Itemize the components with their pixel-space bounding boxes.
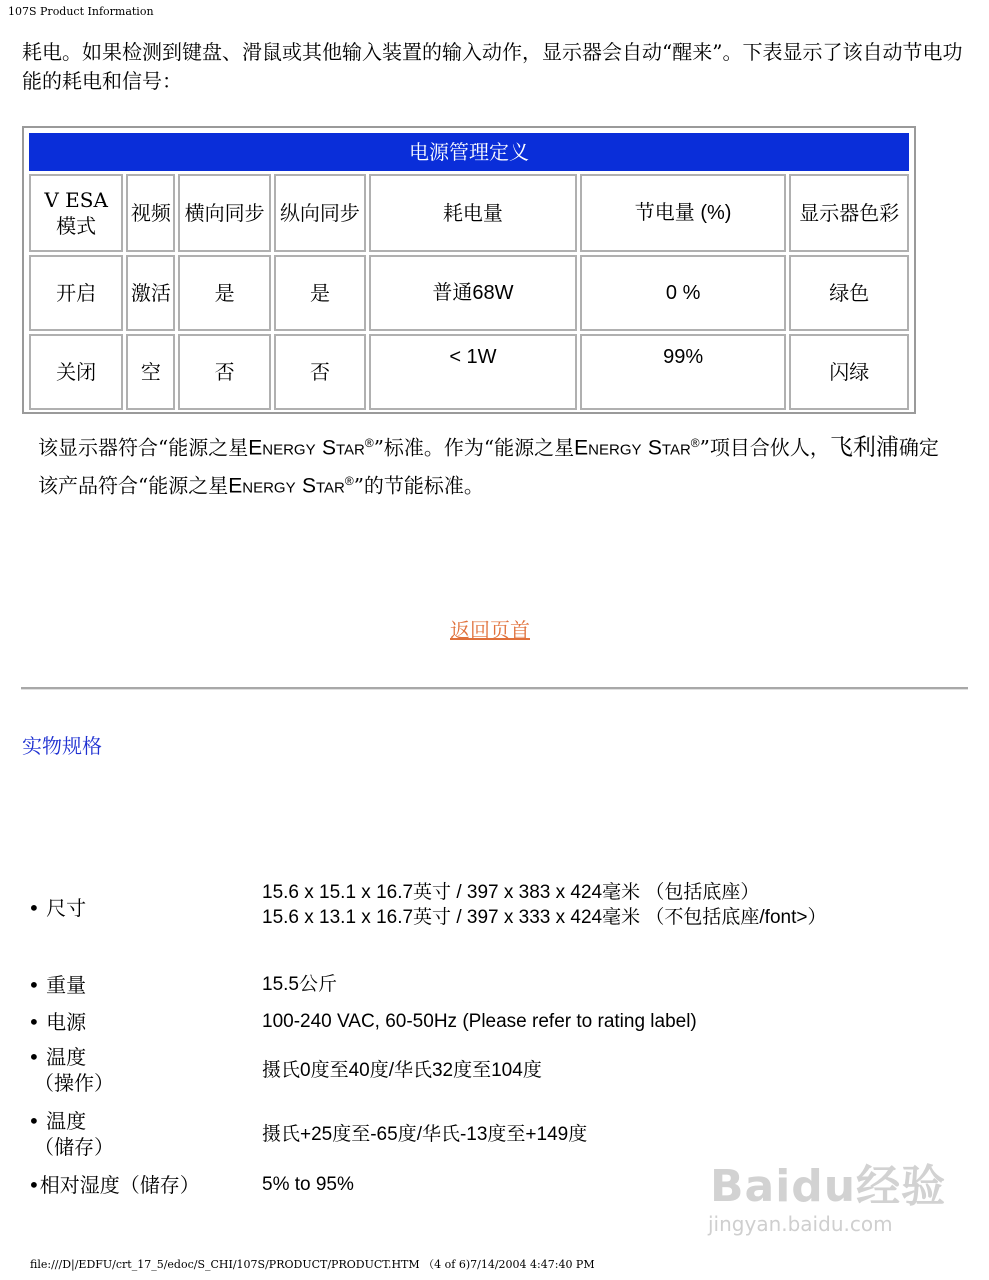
table-row <box>29 255 909 331</box>
header-vesa-mode: V ESA 模式 <box>29 174 123 252</box>
table-header-row <box>29 174 909 252</box>
header-led-color: 显示器色彩 <box>789 174 909 252</box>
energy-star-s: S <box>647 436 662 460</box>
section-divider <box>21 687 968 690</box>
energy-text-1: 该显示器符合“能源之星 <box>38 435 249 460</box>
baidu-watermark <box>700 1150 950 1250</box>
energy-star-paragraph <box>38 428 958 503</box>
registered-mark: ® <box>690 436 700 450</box>
energy-star-s: S <box>301 474 316 498</box>
cell-saving: 99% <box>580 334 787 410</box>
table-row <box>29 334 909 410</box>
intro-paragraph: 耗电。如果检测到键盘、滑鼠或其他输入装置的输入动作，显示器会自动“醒来”。下表显示了该自动节电功能的耗电和信号： <box>22 40 963 93</box>
energy-text-4: 确定该产品符合“能源之星 <box>38 435 939 498</box>
cell-h-sync: 否 <box>178 334 270 410</box>
energy-star-e: E <box>228 474 243 498</box>
registered-mark: ® <box>344 473 354 488</box>
watermark-url: jingyan.baidu.com <box>708 1212 893 1236</box>
cell-video: 激活 <box>126 255 175 331</box>
energy-text-2: ”标准。作为“能源之星 <box>373 435 575 460</box>
spec-label-humidity: •相对湿度（储存） <box>28 1173 200 1197</box>
energy-star-s: S <box>321 436 336 460</box>
philips-brand: 飞利浦 <box>829 434 899 461</box>
cell-mode: 开启 <box>29 255 123 331</box>
header-power-consumption: 耗电量 <box>369 174 577 252</box>
cell-h-sync: 是 <box>178 255 270 331</box>
spec-label-power: • 电源 <box>28 1010 87 1034</box>
cell-color: 闪绿 <box>789 334 909 410</box>
energy-star-e: E <box>248 436 263 460</box>
spec-label-size: • 尺寸 <box>28 896 87 920</box>
registered-mark: ® <box>364 436 374 450</box>
spec-value-size-with-base: 15.6 x 15.1 x 16.7英寸 / 397 x 383 x 424毫米 （包括底座） <box>262 882 760 903</box>
spec-value-temp-operating: 摄氏0度至40度/华氏32度至104度 <box>262 1060 542 1081</box>
energy-text-3: ”项目合伙人， <box>699 435 830 460</box>
energy-star-tar: TAR <box>661 441 691 459</box>
header-power-saving: 节电量 (%) <box>580 174 787 252</box>
spec-value-size-without-base: 15.6 x 13.1 x 16.7英寸 / 397 x 333 x 424毫米 （不包括底座/font>） <box>262 907 827 928</box>
energy-star-tar: TAR <box>315 479 345 497</box>
footer-file-path: file:///D|/EDFU/crt_17_5/edoc/S_CHI/107S/PRODUCT/PRODUCT.HTM （4 of 6)7/14/2004 4:47:40 PM <box>30 1258 595 1271</box>
cell-v-sync: 否 <box>274 334 366 410</box>
cell-power: 普通68W <box>369 255 577 331</box>
header-v-sync: 纵向同步 <box>274 174 366 252</box>
cell-v-sync: 是 <box>274 255 366 331</box>
spec-label-temp-operating: • 温度 <box>28 1045 87 1069</box>
page-header-title: 107S Product Information <box>8 5 154 18</box>
energy-text-5: ”的节能标准。 <box>353 473 484 498</box>
spec-label-temp-operating-sub: （操作） <box>34 1071 114 1095</box>
spec-value-weight: 15.5公斤 <box>262 974 337 995</box>
table-title: 电源管理定义 <box>29 133 909 171</box>
cell-power: < 1W <box>369 334 577 410</box>
header-h-sync: 横向同步 <box>178 174 270 252</box>
energy-star-nergy: NERGY <box>588 441 642 459</box>
spec-value-power: 100-240 VAC, 60-50Hz (Please refer to rating label) <box>262 1011 697 1032</box>
cell-mode: 关闭 <box>29 334 123 410</box>
header-video: 视频 <box>126 174 175 252</box>
back-to-top-link[interactable]: 返回页首 <box>450 618 530 642</box>
spec-value-humidity: 5% to 95% <box>262 1174 354 1195</box>
energy-star-nergy: NERGY <box>262 441 316 459</box>
cell-video: 空 <box>126 334 175 410</box>
spec-label-weight: • 重量 <box>28 973 87 997</box>
cell-saving: 0 % <box>580 255 787 331</box>
spec-label-temp-storage: • 温度 <box>28 1109 87 1133</box>
watermark-logo-text: Baidu经验 <box>710 1161 947 1212</box>
power-management-table <box>22 126 916 414</box>
spec-label-temp-storage-sub: （储存） <box>34 1135 114 1159</box>
cell-color: 绿色 <box>789 255 909 331</box>
section-title-physical-specs: 实物规格 <box>22 734 102 758</box>
energy-star-nergy: NERGY <box>242 479 296 497</box>
spec-value-temp-storage: 摄氏+25度至-65度/华氏-13度至+149度 <box>262 1124 588 1145</box>
energy-star-e: E <box>574 436 589 460</box>
energy-star-tar: TAR <box>335 441 365 459</box>
